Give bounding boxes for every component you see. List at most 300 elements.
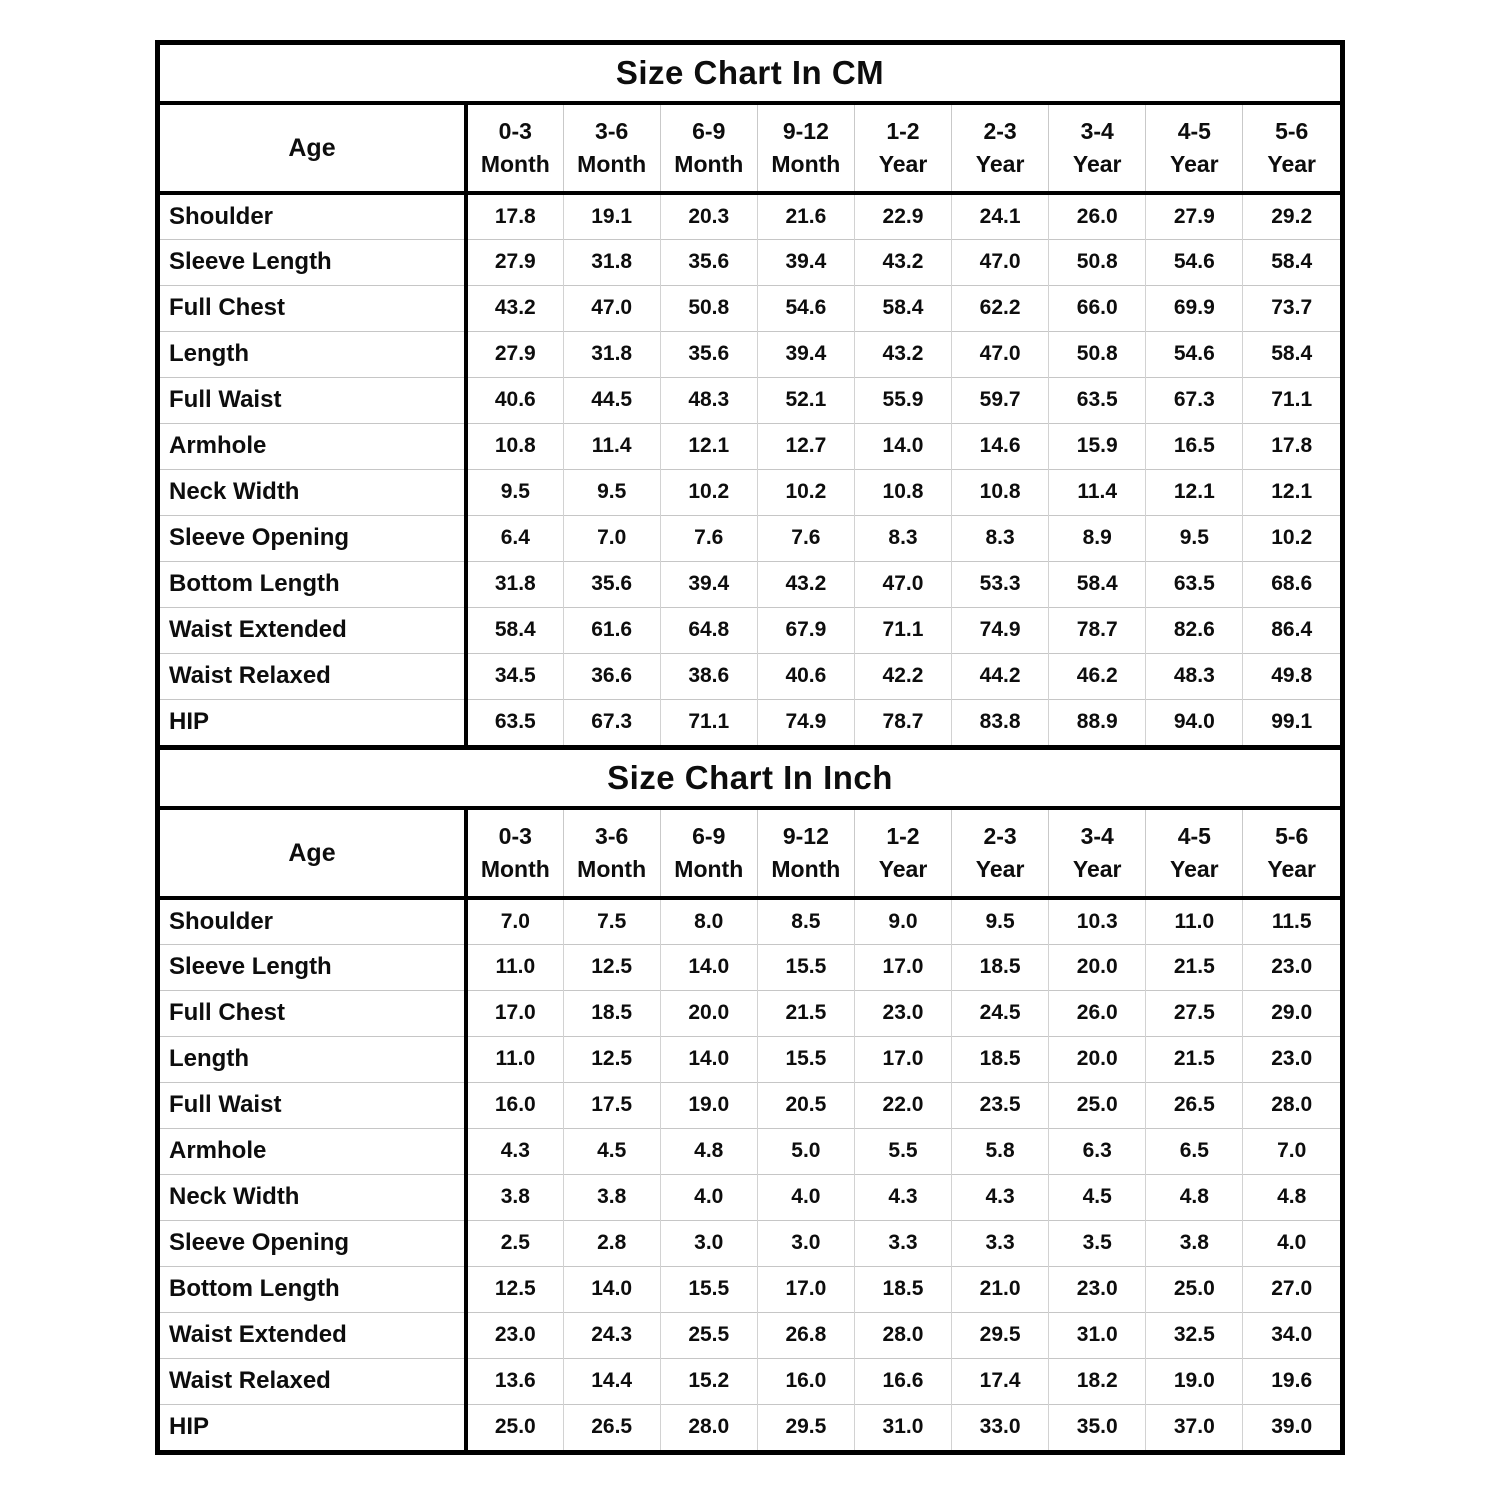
size-value-cell: 48.3 (1146, 653, 1243, 699)
size-value-cell: 7.6 (757, 515, 854, 561)
size-value-cell: 31.8 (563, 239, 660, 285)
size-value-cell: 15.5 (757, 944, 854, 990)
size-value-cell: 58.4 (1049, 561, 1146, 607)
age-column-header (1243, 808, 1340, 898)
size-value-cell: 9.0 (854, 898, 951, 944)
size-value-cell: 4.0 (660, 1174, 757, 1220)
size-value-cell: 10.8 (854, 469, 951, 515)
size-value-cell: 40.6 (466, 377, 563, 423)
age-unit-text: Year (1072, 151, 1122, 177)
size-value-cell: 10.2 (757, 469, 854, 515)
size-value-cell: 63.5 (1146, 561, 1243, 607)
size-value-cell: 54.6 (757, 285, 854, 331)
size-value-cell: 31.0 (1049, 1312, 1146, 1358)
measurement-row-label: HIP (160, 699, 466, 745)
age-unit-text: Month (674, 856, 744, 882)
age-column-header (563, 808, 660, 898)
size-value-cell: 4.8 (1146, 1174, 1243, 1220)
age-column-header (952, 808, 1049, 898)
table-title: Size Chart In Inch (160, 748, 1340, 809)
age-unit-text: Year (1267, 151, 1316, 177)
size-value-cell: 15.2 (660, 1358, 757, 1404)
size-value-cell: 9.5 (466, 469, 563, 515)
age-range-text: 4-5 (1177, 822, 1211, 849)
age-range-text: 5-6 (1275, 822, 1309, 849)
table-body (160, 898, 1340, 1450)
size-value-cell: 18.5 (952, 1036, 1049, 1082)
size-value-cell: 12.5 (466, 1266, 563, 1312)
size-value-cell: 39.4 (757, 331, 854, 377)
age-unit-text: Year (1072, 856, 1122, 882)
size-value-cell: 35.6 (660, 239, 757, 285)
size-value-cell: 15.9 (1049, 423, 1146, 469)
age-column-header (952, 103, 1049, 193)
size-table-cm (160, 45, 1340, 745)
size-value-cell: 86.4 (1243, 607, 1340, 653)
size-value-cell: 74.9 (952, 607, 1049, 653)
table-row (160, 193, 1340, 239)
size-value-cell: 43.2 (757, 561, 854, 607)
size-value-cell: 49.8 (1243, 653, 1340, 699)
table-row (160, 607, 1340, 653)
size-value-cell: 14.0 (660, 944, 757, 990)
age-column-header (1146, 808, 1243, 898)
size-value-cell: 31.8 (563, 331, 660, 377)
size-value-cell: 6.3 (1049, 1128, 1146, 1174)
size-value-cell: 14.0 (660, 1036, 757, 1082)
size-value-cell: 26.8 (757, 1312, 854, 1358)
measurement-row-label: Sleeve Opening (160, 515, 466, 561)
measurement-row-label: Length (160, 331, 466, 377)
age-range-text: 9-12 (782, 822, 829, 849)
age-column-header (757, 103, 854, 193)
size-value-cell: 12.1 (660, 423, 757, 469)
age-unit-text: Year (975, 856, 1025, 882)
size-value-cell: 69.9 (1146, 285, 1243, 331)
size-value-cell: 31.8 (466, 561, 563, 607)
size-value-cell: 31.0 (854, 1404, 951, 1450)
measurement-row-label: Shoulder (160, 898, 466, 944)
size-value-cell: 7.6 (660, 515, 757, 561)
size-value-cell: 3.8 (563, 1174, 660, 1220)
age-unit-text: Month (577, 151, 647, 177)
table-row (160, 515, 1340, 561)
size-value-cell: 23.0 (466, 1312, 563, 1358)
size-value-cell: 23.0 (854, 990, 951, 1036)
size-value-cell: 17.8 (1243, 423, 1340, 469)
size-value-cell: 55.9 (854, 377, 951, 423)
measurement-row-label: Full Chest (160, 285, 466, 331)
size-value-cell: 9.5 (952, 898, 1049, 944)
table-row (160, 469, 1340, 515)
size-value-cell: 24.1 (952, 193, 1049, 239)
size-value-cell: 34.5 (466, 653, 563, 699)
table-row (160, 1312, 1340, 1358)
size-value-cell: 3.0 (660, 1220, 757, 1266)
size-value-cell: 62.2 (952, 285, 1049, 331)
size-value-cell: 38.6 (660, 653, 757, 699)
size-value-cell: 66.0 (1049, 285, 1146, 331)
size-value-cell: 73.7 (1243, 285, 1340, 331)
size-value-cell: 8.5 (757, 898, 854, 944)
size-value-cell: 12.5 (563, 944, 660, 990)
size-value-cell: 32.5 (1146, 1312, 1243, 1358)
title-row (160, 748, 1340, 809)
age-column-header (466, 103, 563, 193)
age-unit-text: Month (480, 856, 550, 882)
size-value-cell: 27.9 (466, 331, 563, 377)
size-value-cell: 47.0 (854, 561, 951, 607)
size-value-cell: 13.6 (466, 1358, 563, 1404)
size-value-cell: 83.8 (952, 699, 1049, 745)
size-value-cell: 43.2 (466, 285, 563, 331)
measurement-row-label: HIP (160, 1404, 466, 1450)
age-column-header (1049, 103, 1146, 193)
age-range-text: 5-6 (1275, 117, 1309, 144)
size-value-cell: 11.0 (466, 1036, 563, 1082)
table-row (160, 423, 1340, 469)
size-value-cell: 59.7 (952, 377, 1049, 423)
size-value-cell: 3.8 (1146, 1220, 1243, 1266)
size-value-cell: 26.0 (1049, 193, 1146, 239)
age-unit-text: Month (771, 856, 841, 882)
size-value-cell: 40.6 (757, 653, 854, 699)
size-value-cell: 42.2 (854, 653, 951, 699)
age-unit-text: Year (975, 151, 1025, 177)
age-column-header (1049, 808, 1146, 898)
size-value-cell: 39.4 (660, 561, 757, 607)
size-value-cell: 23.0 (1243, 944, 1340, 990)
size-value-cell: 12.1 (1146, 469, 1243, 515)
size-value-cell: 8.0 (660, 898, 757, 944)
size-value-cell: 63.5 (1049, 377, 1146, 423)
size-value-cell: 22.9 (854, 193, 951, 239)
size-value-cell: 18.5 (563, 990, 660, 1036)
size-value-cell: 2.8 (563, 1220, 660, 1266)
measurement-row-label: Full Waist (160, 377, 466, 423)
size-value-cell: 21.0 (952, 1266, 1049, 1312)
size-value-cell: 4.5 (563, 1128, 660, 1174)
age-range-text: 3-6 (595, 117, 629, 144)
size-value-cell: 19.6 (1243, 1358, 1340, 1404)
age-unit-text: Year (878, 856, 928, 882)
size-value-cell: 5.0 (757, 1128, 854, 1174)
size-value-cell: 44.5 (563, 377, 660, 423)
age-unit-text: Month (771, 151, 841, 177)
measurement-row-label: Bottom Length (160, 1266, 466, 1312)
size-value-cell: 18.5 (952, 944, 1049, 990)
size-value-cell: 35.0 (1049, 1404, 1146, 1450)
age-unit-text: Year (1170, 151, 1219, 177)
size-value-cell: 58.4 (466, 607, 563, 653)
size-value-cell: 8.9 (1049, 515, 1146, 561)
table-row (160, 1082, 1340, 1128)
size-value-cell: 20.5 (757, 1082, 854, 1128)
table-row (160, 1036, 1340, 1082)
size-value-cell: 71.1 (1243, 377, 1340, 423)
size-value-cell: 67.3 (563, 699, 660, 745)
size-value-cell: 21.5 (1146, 944, 1243, 990)
size-value-cell: 5.5 (854, 1128, 951, 1174)
size-value-cell: 6.5 (1146, 1128, 1243, 1174)
size-value-cell: 10.8 (466, 423, 563, 469)
size-value-cell: 23.0 (1243, 1036, 1340, 1082)
size-value-cell: 39.0 (1243, 1404, 1340, 1450)
size-value-cell: 7.5 (563, 898, 660, 944)
size-value-cell: 12.1 (1243, 469, 1340, 515)
size-value-cell: 9.5 (1146, 515, 1243, 561)
size-value-cell: 5.8 (952, 1128, 1049, 1174)
size-value-cell: 14.4 (563, 1358, 660, 1404)
age-range-text: 0-3 (498, 117, 532, 144)
age-column-header (563, 103, 660, 193)
size-value-cell: 14.0 (854, 423, 951, 469)
size-value-cell: 28.0 (660, 1404, 757, 1450)
size-value-cell: 17.0 (854, 944, 951, 990)
size-value-cell: 17.0 (854, 1036, 951, 1082)
size-value-cell: 3.8 (466, 1174, 563, 1220)
size-value-cell: 14.0 (563, 1266, 660, 1312)
size-value-cell: 52.1 (757, 377, 854, 423)
size-value-cell: 16.6 (854, 1358, 951, 1404)
size-value-cell: 27.9 (466, 239, 563, 285)
size-value-cell: 8.3 (952, 515, 1049, 561)
measurement-row-label: Sleeve Opening (160, 1220, 466, 1266)
size-value-cell: 18.2 (1049, 1358, 1146, 1404)
size-value-cell: 29.5 (757, 1404, 854, 1450)
table-body (160, 193, 1340, 745)
size-value-cell: 74.9 (757, 699, 854, 745)
age-range-text: 3-4 (1080, 822, 1114, 849)
table-row (160, 1358, 1340, 1404)
table-row (160, 699, 1340, 745)
size-value-cell: 67.9 (757, 607, 854, 653)
table-row (160, 1266, 1340, 1312)
measurement-row-label: Waist Extended (160, 1312, 466, 1358)
size-value-cell: 54.6 (1146, 331, 1243, 377)
size-value-cell: 44.2 (952, 653, 1049, 699)
table-row (160, 377, 1340, 423)
size-value-cell: 26.5 (1146, 1082, 1243, 1128)
size-value-cell: 99.1 (1243, 699, 1340, 745)
size-value-cell: 22.0 (854, 1082, 951, 1128)
size-value-cell: 19.1 (563, 193, 660, 239)
size-value-cell: 17.4 (952, 1358, 1049, 1404)
measurement-row-label: Sleeve Length (160, 944, 466, 990)
size-value-cell: 7.0 (500, 909, 530, 933)
size-value-cell: 4.0 (757, 1174, 854, 1220)
age-range-text: 0-3 (498, 822, 532, 849)
age-column-header (466, 808, 563, 898)
size-value-cell: 63.5 (466, 699, 563, 745)
size-value-cell: 21.6 (757, 193, 854, 239)
measurement-row-label: Neck Width (160, 469, 466, 515)
title-row (160, 45, 1340, 103)
age-unit-text: Year (1267, 856, 1316, 882)
size-table-inch (160, 745, 1340, 1450)
size-value-cell: 10.2 (1243, 515, 1340, 561)
size-value-cell: 14.6 (952, 423, 1049, 469)
size-value-cell: 11.4 (563, 423, 660, 469)
age-range-text: 6-9 (692, 117, 726, 144)
size-value-cell: 28.0 (854, 1312, 951, 1358)
measurement-row-label: Armhole (160, 1128, 466, 1174)
size-value-cell: 20.0 (1049, 1036, 1146, 1082)
table-row (160, 1174, 1340, 1220)
age-column-header (854, 808, 951, 898)
age-unit-text: Year (1170, 856, 1219, 882)
size-value-cell: 50.8 (1049, 331, 1146, 377)
size-value-cell: 9.5 (563, 469, 660, 515)
size-value-cell: 16.5 (1146, 423, 1243, 469)
size-value-cell: 15.5 (757, 1036, 854, 1082)
size-value-cell: 43.2 (854, 239, 951, 285)
size-value-cell: 53.3 (952, 561, 1049, 607)
size-value-cell: 78.7 (854, 699, 951, 745)
size-value-cell: 82.6 (1146, 607, 1243, 653)
size-value-cell: 19.0 (660, 1082, 757, 1128)
table-row (160, 239, 1340, 285)
size-value-cell: 26.5 (563, 1404, 660, 1450)
measurement-row-label: Shoulder (160, 193, 466, 239)
size-value-cell: 4.3 (466, 1128, 563, 1174)
size-value-cell: 35.6 (660, 331, 757, 377)
age-unit-text: Month (674, 151, 744, 177)
size-value-cell: 17.8 (494, 204, 536, 228)
size-value-cell: 16.0 (466, 1082, 563, 1128)
age-range-text: 4-5 (1177, 117, 1211, 144)
size-value-cell: 23.5 (952, 1082, 1049, 1128)
age-unit-text: Year (878, 151, 928, 177)
size-value-cell: 10.3 (1049, 898, 1146, 944)
age-range-text: 1-2 (886, 117, 920, 144)
size-value-cell: 47.0 (952, 239, 1049, 285)
size-value-cell: 6.4 (466, 515, 563, 561)
size-value-cell: 50.8 (660, 285, 757, 331)
size-value-cell: 24.3 (563, 1312, 660, 1358)
age-column-header (757, 808, 854, 898)
size-value-cell: 43.2 (854, 331, 951, 377)
size-value-cell: 10.8 (952, 469, 1049, 515)
age-range-text: 1-2 (886, 822, 920, 849)
table-row (160, 898, 1340, 944)
size-value-cell: 7.0 (563, 515, 660, 561)
age-unit-text: Month (577, 856, 647, 882)
table-row (160, 990, 1340, 1036)
age-column-header (854, 103, 951, 193)
size-chart-frame (155, 40, 1345, 1455)
header-row (160, 808, 1340, 898)
size-value-cell: 29.2 (1243, 193, 1340, 239)
size-value-cell: 54.6 (1146, 239, 1243, 285)
age-range-text: 3-4 (1080, 117, 1114, 144)
size-value-cell: 20.0 (660, 990, 757, 1036)
size-value-cell: 4.8 (660, 1128, 757, 1174)
measurement-row-label: Waist Relaxed (160, 1358, 466, 1404)
size-value-cell: 25.0 (466, 1404, 563, 1450)
size-value-cell: 11.5 (1243, 898, 1340, 944)
measurement-row-label: Bottom Length (160, 561, 466, 607)
size-value-cell: 58.4 (1243, 331, 1340, 377)
table-row (160, 561, 1340, 607)
size-value-cell: 16.0 (757, 1358, 854, 1404)
size-value-cell: 12.5 (563, 1036, 660, 1082)
age-column-header (1146, 103, 1243, 193)
table-row (160, 1404, 1340, 1450)
age-range-text: 2-3 (983, 822, 1017, 849)
age-range-text: 9-12 (782, 117, 829, 144)
size-value-cell: 4.0 (1243, 1220, 1340, 1266)
size-value-cell: 24.5 (952, 990, 1049, 1036)
measurement-row-label: Full Chest (160, 990, 466, 1036)
measurement-row-label: Waist Relaxed (160, 653, 466, 699)
size-value-cell: 20.3 (660, 193, 757, 239)
size-value-cell: 33.0 (952, 1404, 1049, 1450)
size-value-cell: 21.5 (757, 990, 854, 1036)
size-value-cell: 25.0 (1146, 1266, 1243, 1312)
measurement-row-label: Neck Width (160, 1174, 466, 1220)
size-value-cell: 3.0 (757, 1220, 854, 1266)
age-column-header (1243, 103, 1340, 193)
size-value-cell: 3.5 (1049, 1220, 1146, 1266)
size-value-cell: 17.0 (757, 1266, 854, 1312)
size-value-cell: 8.3 (854, 515, 951, 561)
size-value-cell: 58.4 (1243, 239, 1340, 285)
size-value-cell: 27.9 (1146, 193, 1243, 239)
size-value-cell: 47.0 (952, 331, 1049, 377)
size-value-cell: 17.5 (563, 1082, 660, 1128)
size-value-cell: 64.8 (660, 607, 757, 653)
size-value-cell: 47.0 (563, 285, 660, 331)
age-unit-text: Month (480, 151, 550, 177)
size-value-cell: 20.0 (1049, 944, 1146, 990)
table-row (160, 285, 1340, 331)
measurement-row-label: Waist Extended (160, 607, 466, 653)
size-value-cell: 7.0 (1243, 1128, 1340, 1174)
size-value-cell: 10.2 (660, 469, 757, 515)
size-value-cell: 94.0 (1146, 699, 1243, 745)
size-value-cell: 35.6 (563, 561, 660, 607)
size-value-cell: 68.6 (1243, 561, 1340, 607)
age-corner-label: Age (160, 808, 466, 898)
table-row (160, 1128, 1340, 1174)
size-value-cell: 37.0 (1146, 1404, 1243, 1450)
size-value-cell: 25.0 (1049, 1082, 1146, 1128)
size-value-cell: 4.5 (1049, 1174, 1146, 1220)
size-value-cell: 11.0 (466, 944, 563, 990)
size-value-cell: 19.0 (1146, 1358, 1243, 1404)
measurement-row-label: Length (160, 1036, 466, 1082)
age-range-text: 2-3 (983, 117, 1017, 144)
table-row (160, 653, 1340, 699)
age-range-text: 6-9 (692, 822, 726, 849)
size-value-cell: 11.4 (1049, 469, 1146, 515)
size-value-cell: 23.0 (1049, 1266, 1146, 1312)
size-value-cell: 27.0 (1243, 1266, 1340, 1312)
age-range-text: 3-6 (595, 822, 629, 849)
size-value-cell: 15.5 (660, 1266, 757, 1312)
table-row (160, 944, 1340, 990)
size-value-cell: 12.7 (757, 423, 854, 469)
measurement-row-label: Armhole (160, 423, 466, 469)
size-value-cell: 17.0 (466, 990, 563, 1036)
size-value-cell: 29.0 (1243, 990, 1340, 1036)
size-value-cell: 78.7 (1049, 607, 1146, 653)
size-value-cell: 50.8 (1049, 239, 1146, 285)
size-value-cell: 25.5 (660, 1312, 757, 1358)
size-value-cell: 28.0 (1243, 1082, 1340, 1128)
size-value-cell: 3.3 (952, 1220, 1049, 1266)
